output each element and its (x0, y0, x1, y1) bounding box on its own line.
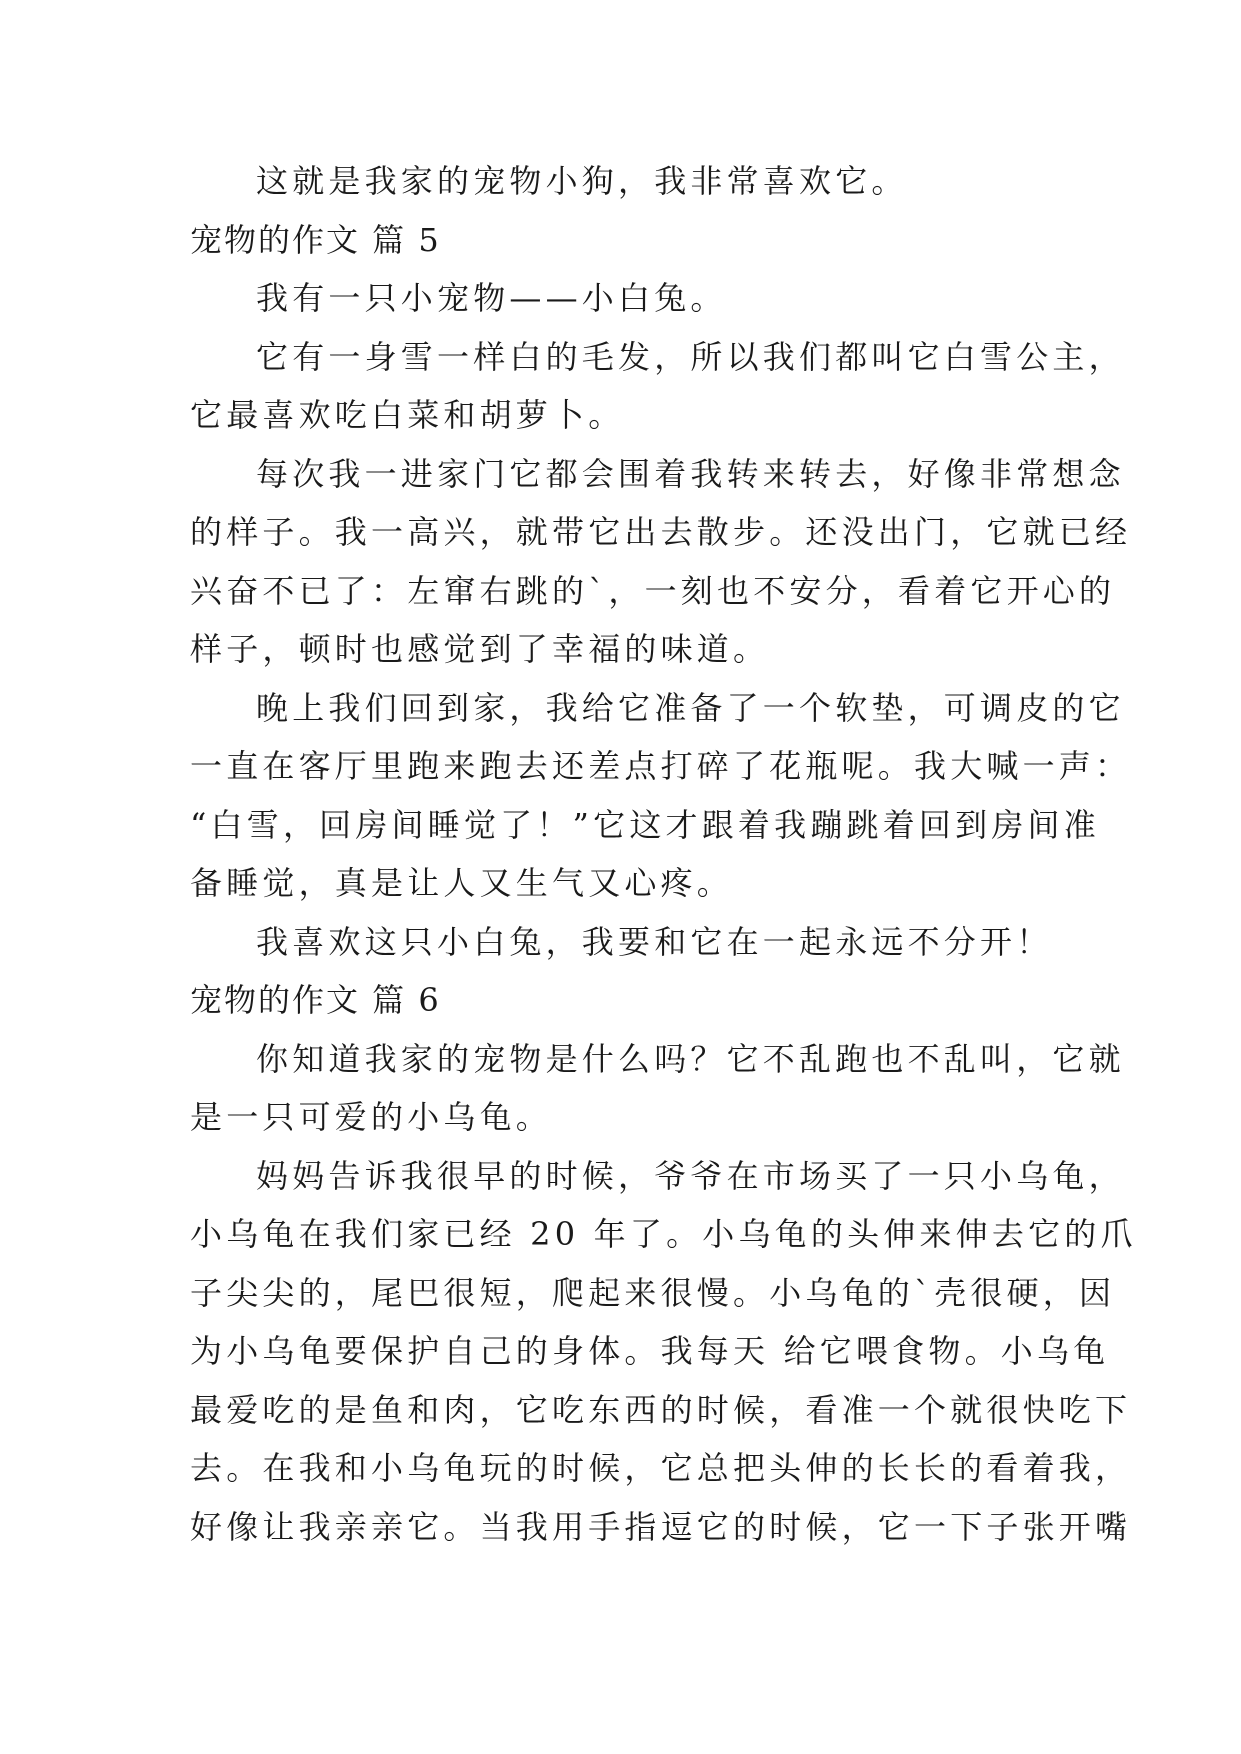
paragraph-line: 为小乌龟要保护自己的身体。我每天 给它喂食物。小乌龟 (190, 1332, 1110, 1370)
paragraph-line: 它有一身雪一样白的毛发，所以我们都叫它白雪公主， (256, 337, 1125, 376)
section-heading-5: 宠物的作文 篇 5 (190, 220, 441, 259)
paragraph-line: 去。在我和小乌龟玩的时候，它总把头伸的长长的看着我， (190, 1449, 1132, 1487)
paragraph-line: 每次我一进家门它都会围着我转来转去，好像非常想念 (256, 454, 1125, 493)
paragraph-line: 是一只可爱的小乌龟。 (190, 1098, 553, 1136)
paragraph-line: 它最喜欢吃白菜和胡萝卜。 (190, 396, 625, 434)
paragraph-line: 好像让我亲亲它。当我用手指逗它的时候，它一下子张开嘴 (190, 1507, 1132, 1546)
paragraph-line: 这就是我家的宠物小狗，我非常喜欢它。 (256, 162, 908, 200)
paragraph-line: 晚上我们回到家，我给它准备了一个软垫，可调皮的它 (256, 688, 1125, 727)
paragraph-line: 妈妈告诉我很早的时候，爷爷在市场买了一只小乌龟， (256, 1156, 1125, 1195)
paragraph-line: 最爱吃的是鱼和肉，它吃东西的时候，看准一个就很快吃下 (190, 1390, 1132, 1429)
paragraph-line: 样子，顿时也感觉到了幸福的味道。 (190, 630, 770, 668)
paragraph-line: 子尖尖的，尾巴很短，爬起来很慢。小乌龟的`壳很硬，因 (190, 1273, 1116, 1312)
paragraph-line: “白雪，回房间睡觉了！”它这才跟着我蹦跳着回到房间准 (190, 805, 1100, 844)
paragraph-line: 一直在客厅里跑来跑去还差点打碎了花瓶呢。我大喊一声： (190, 747, 1132, 785)
paragraph-line: 的样子。我一高兴，就带它出去散步。还没出门，它就已经 (190, 513, 1132, 551)
paragraph-line: 我喜欢这只小白兔，我要和它在一起永远不分开！ (256, 922, 1053, 961)
paragraph-line: 你知道我家的宠物是什么吗？它不乱跑也不乱叫，它就 (256, 1039, 1125, 1078)
paragraph-line: 我有一只小宠物——小白兔。 (256, 279, 727, 317)
section-heading-6: 宠物的作文 篇 6 (190, 981, 441, 1019)
paragraph-line: 兴奋不已了：左窜右跳的`，一刻也不安分，看着它开心的 (190, 571, 1116, 610)
paragraph-line: 小乌龟在我们家已经 20 年了。小乌龟的头伸来伸去它的爪 (190, 1215, 1137, 1253)
paragraph-line: 备睡觉，真是让人又生气又心疼。 (190, 864, 734, 902)
document-page (190, 152, 1137, 1556)
